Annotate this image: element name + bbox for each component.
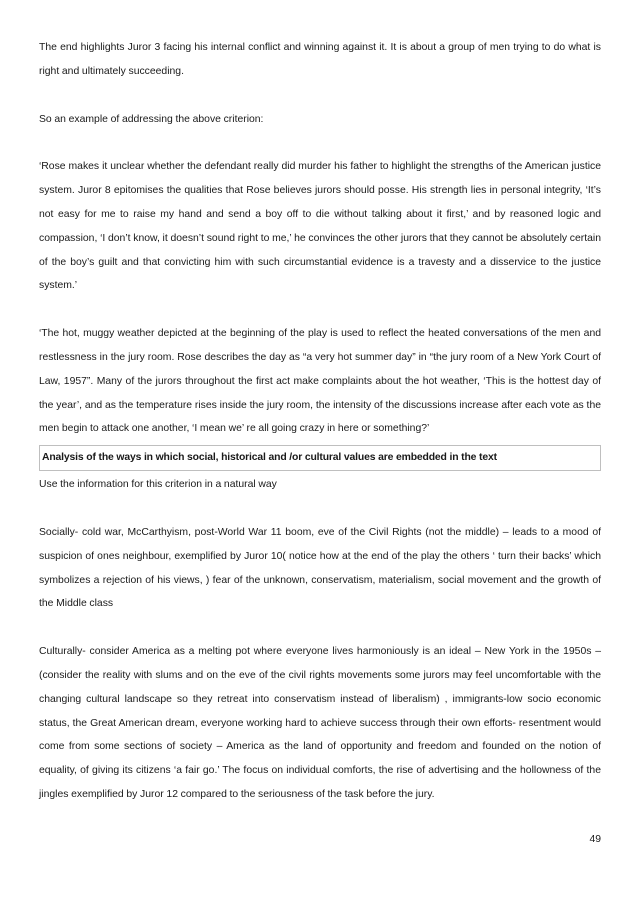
example-quote-justice: ‘Rose makes it unclear whether the defendant really did murder his father to highlight the strengths of the American justice system. Juror 8 epitomises the qualities that Rose believes jurors should posse. His strength lies in personal integrity, ‘It’s not easy for me to raise my hand and send a boy off to die without talking about it first,’ and by reasoned logic and compassion, ‘I don’t know, it doesn’t sound right to me,’ he convinces the other jurors that they cannot be absolutely certain of the boy’s guilt and that convicting him with such circumstantial evidence is a travesty and a disservice to the justice system.’ [39, 161, 601, 292]
section-heading-box [39, 445, 601, 471]
social-context-paragraph: Socially- cold war, McCarthyism, post-World War 11 boom, eve of the Civil Rights (not the middle) – leads to a mood of suspicion of ones neighbour, exemplified by Juror 10( notice how at the end of the play the others ‘ turn their backs’ which symbolizes a rejection of his views, ) fear of the unknown, conservatism, materialism, social movement and the growth of the Middle class [39, 526, 601, 610]
page-number: 49 [589, 834, 601, 845]
section-heading: Analysis of the ways in which social, historical and /or cultural values are embedded in the text [42, 452, 497, 464]
instruction-text: Use the information for this criterion in a natural way [39, 479, 277, 491]
cultural-context-paragraph: Culturally- consider America as a melting pot where everyone lives harmoniously is an ideal – New York in the 1950s – (consider the reality with slums and on the eve of the civil rights movements some jurors may feel uncomfortable with the changing cultural landscape so they retreat into conservatism instead of liberalism) , immigrants-low socio economic status, the Great American dream, everyone working hard to achieve success through their own efforts- resentment would come from some sections of society – America as the land of opportunity and freedom and founded on the notion of equality, of giving its citizens ‘a fair go.’ The focus on individual comforts, the rise of advertising and the hollowness of the jingles exemplified by Juror 12 compared to the seriousness of the task before the jury. [39, 646, 601, 800]
document-page [39, 36, 601, 807]
example-quote-weather: ‘The hot, muggy weather depicted at the beginning of the play is used to reflect the heated conversations of the men and restlessness in the jury room. Rose describes the day as “a very hot summer day” in “the jury room of a New York Court of Law, 1957”. Many of the jurors throughout the first act make complaints about the hot weather, ‘This is the hottest day of the year’, and as the temperature rises inside the jury room, the intensity of the discussions increase after each vote as the men begin to attack one another, ‘I mean we’ re all going crazy in here or something?’ [39, 328, 601, 435]
example-intro: So an example of addressing the above criterion: [39, 113, 264, 125]
intro-paragraph: The end highlights Juror 3 facing his internal conflict and winning against it. It is about a group of men trying to do what is right and ultimately succeeding. [39, 42, 601, 77]
